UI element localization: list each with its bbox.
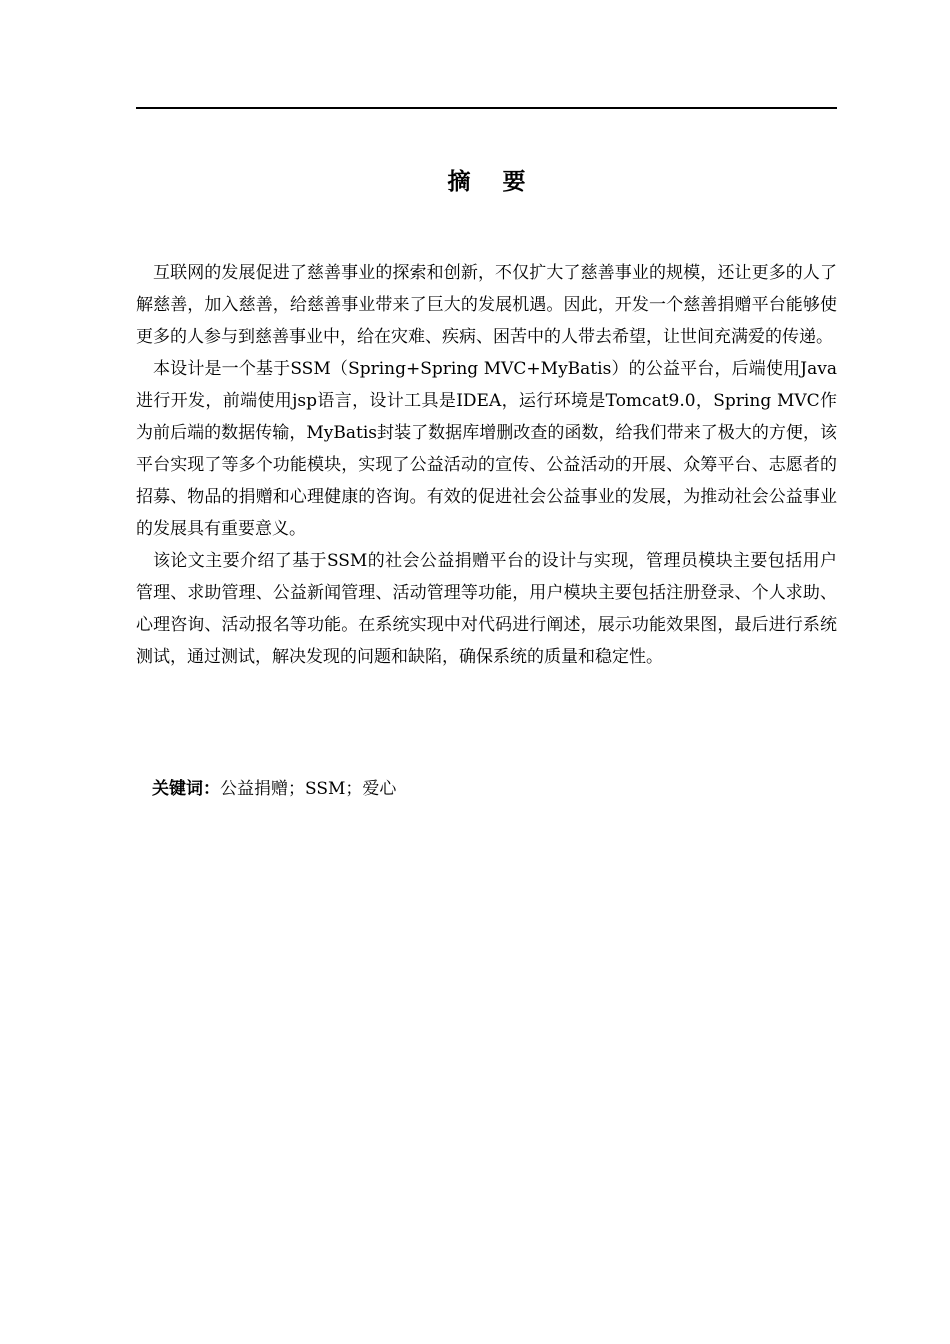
- abstract-paragraph-2: 本设计是一个基于SSM（Spring+Spring MVC+MyBatis）的公益平台，后端使用Java进行开发，前端使用jsp语言，设计工具是IDEA，运行环境是Tomcat9.0，Spring MVC作为前后端的数据传输，MyBatis封装了数据库增删改查的函数，给我们带来了极大的方便，该平台实现了等多个功能模块，实现了公益活动的宣传、公益活动的开展、众筹平台、志愿者的招募、物品的捐赠和心理健康的咨询。有效的促进社会公益事业的发展，为推动社会公益事业的发展具有重要意义。: [136, 359, 837, 539]
- abstract-paragraph-3: 该论文主要介绍了基于SSM的社会公益捐赠平台的设计与实现，管理员模块主要包括用户管理、求助管理、公益新闻管理、活动管理等功能，用户模块主要包括注册登录、个人求助、心理咨询、活动报名等功能。在系统实现中对代码进行阐述，展示功能效果图，最后进行系统测试，通过测试，解决发现的问题和缺陷，确保系统的质量和稳定性。: [136, 551, 837, 667]
- keywords-label: 关键词：: [152, 779, 220, 799]
- abstract-title: 摘 要: [447, 169, 538, 195]
- keywords-value: 公益捐赠；SSM；爱心: [220, 779, 397, 799]
- keywords-line: [152, 773, 396, 805]
- abstract-paragraph-1: 互联网的发展促进了慈善事业的探索和创新，不仅扩大了慈善事业的规模，还让更多的人了解慈善，加入慈善，给慈善事业带来了巨大的发展机遇。因此，开发一个慈善捐赠平台能够使更多的人参与到慈善事业中，给在灾难、疾病、困苦中的人带去希望，让世间充满爱的传递。: [136, 263, 837, 347]
- header-rule: [136, 107, 837, 109]
- abstract-body: [136, 257, 837, 673]
